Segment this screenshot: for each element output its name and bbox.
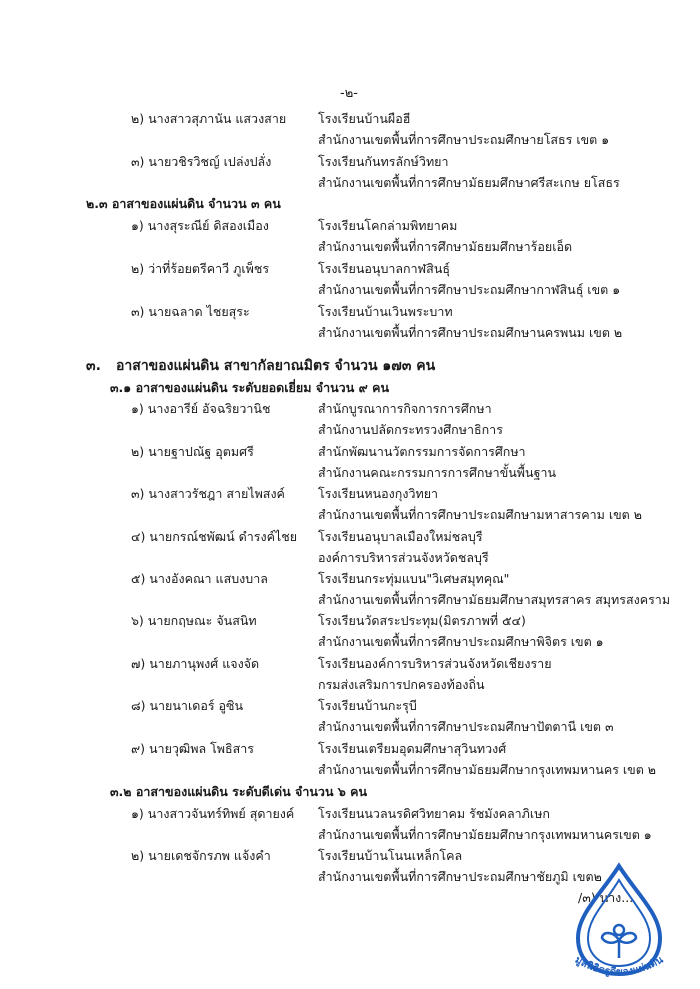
entry-school: โรงเรียนโคกล่ามพิทยาคม bbox=[318, 218, 458, 233]
entry-office: สำนักงานเขตพื้นที่การศึกษาประถมศึกษาพิจิตร เขต ๑ bbox=[318, 634, 604, 649]
logo-text: มูลนิธิครูดีของแผ่นดิน bbox=[572, 954, 666, 979]
entry-school: โรงเรียนบ้านโนนเหล็กโคล bbox=[318, 848, 463, 863]
subsection-heading: ๓.๒ อาสาของแผ่นดิน ระดับดีเด่น จำนวน ๖ คน bbox=[110, 784, 368, 799]
entry-office: สำนักงานเขตพื้นที่การศึกษามัธยมศึกษาศรีสะเกษ ยโสธร bbox=[318, 175, 620, 190]
entry-name: ๑) นางอารีย์ อัจฉริยวานิช bbox=[131, 401, 271, 416]
foundation-logo bbox=[556, 860, 682, 984]
entry-office: องค์การบริหารส่วนจังหวัดชลบุรี bbox=[318, 550, 489, 565]
entry-name: ๖) นายกฤษณะ จันสนิท bbox=[131, 613, 257, 628]
main-section-heading bbox=[86, 355, 435, 377]
entry-name: ๒) นางสาวสุภานัน แสวงสาย bbox=[131, 111, 287, 126]
entry-office: สำนักงานเขตพื้นที่การศึกษาประถมศึกษามหาสารคาม เขต ๒ bbox=[318, 507, 642, 522]
entry-school: โรงเรียนบ้านเวินพระบาท bbox=[318, 304, 453, 319]
entry-name: ๔) นายกรณ์ชพัฒน์ ดำรงค์ไชย bbox=[131, 529, 298, 544]
entry-school: โรงเรียนหนองกุงวิทยา bbox=[318, 486, 439, 501]
entry-school: โรงเรียนวัดสระประทุม(มิตรภาพที่ ๕๔) bbox=[318, 613, 526, 628]
entry-office: สำนักงานเขตพื้นที่การศึกษาประถมศึกษาชัยภูมิ เขต๒ bbox=[318, 869, 602, 884]
entry-school: โรงเรียนบ้านผือฮี bbox=[318, 111, 411, 126]
section-title: อาสาของแผ่นดิน สาขากัลยาณมิตร จำนวน ๑๗๓ คน bbox=[116, 358, 436, 374]
entry-school: โรงเรียนอนุบาลเมืองใหม่ชลบุรี bbox=[318, 529, 483, 544]
entry-office: สำนักงานเขตพื้นที่การศึกษาประถมศึกษานครพนม เขต ๒ bbox=[318, 325, 623, 340]
entry-name: ๓) นางสาวรัชฎา สายไพสงค์ bbox=[131, 486, 285, 501]
entry-office: สำนักงานเขตพื้นที่การศึกษามัธยมศึกษากรุงเทพมหานครเขต ๑ bbox=[318, 827, 652, 842]
entry-office: สำนักงานเขตพื้นที่การศึกษามัธยมศึกษาร้อยเอ็ด bbox=[318, 239, 573, 254]
entry-school: โรงเรียนอนุบาลกาฬสินธุ์ bbox=[318, 261, 450, 276]
entry-school: สำนักบูรณาการกิจการการศึกษา bbox=[318, 401, 492, 416]
entry-office: สำนักงานเขตพื้นที่การศึกษาประถมศึกษากาฬสินธุ์ เขต ๑ bbox=[318, 282, 621, 297]
subsection-heading: ๓.๑ อาสาของแผ่นดิน ระดับยอดเยี่ยม จำนวน ๙ คน bbox=[110, 380, 390, 395]
entry-office: กรมส่งเสริมการปกครองท้องถิ่น bbox=[318, 677, 485, 692]
entry-name: ๓) นายฉลาด ไชยสุระ bbox=[131, 304, 250, 319]
entry-name: ๒) นายเดชจักรภพ แจ้งคำ bbox=[131, 848, 271, 863]
entry-name: ๘) นายนาเดอร์ อูซิน bbox=[131, 698, 244, 713]
entry-name: ๒) นายฐาปณัฐ อุตมศรี bbox=[131, 444, 254, 459]
entry-school: โรงเรียนองค์การบริหารส่วนจังหวัดเชียงราย bbox=[318, 656, 552, 671]
entry-office: สำนักงานเขตพื้นที่การศึกษามัธยมศึกษากรุงเทพมหานคร เขต ๒ bbox=[318, 762, 657, 777]
entry-name: ๑) นางสุระณีย์ ดิสองเมือง bbox=[131, 218, 269, 233]
entry-office: สำนักงานปลัดกระทรวงศึกษาธิการ bbox=[318, 422, 503, 437]
entry-name: ๙) นายวุฒิพล โพธิสาร bbox=[131, 741, 255, 756]
entry-name: ๗) นายภานุพงศ์ แจงจัด bbox=[131, 656, 260, 671]
entry-name: ๓) นายวชิรวิชญ์ เปล่งปลั่ง bbox=[131, 154, 272, 169]
entry-office: สำนักงานคณะกรรมการการศึกษาขั้นพื้นฐาน bbox=[318, 465, 557, 480]
entry-school: โรงเรียนเตรียมอุดมศึกษาสุวินทวงศ์ bbox=[318, 741, 507, 756]
entry-school: สำนักพัฒนานวัตกรรมการจัดการศึกษา bbox=[318, 444, 526, 459]
entry-office: สำนักงานเขตพื้นที่การศึกษามัธยมศึกษาสมุทรสาคร สมุทรสงคราม bbox=[318, 592, 671, 607]
section-number: ๓. bbox=[86, 358, 101, 374]
entry-school: โรงเรียนกระทุ่มแบน"วิเศษสมุทคุณ" bbox=[318, 571, 510, 586]
entry-school: โรงเรียนนวลนรดิศวิทยาคม รัชมังคลาภิเษก bbox=[318, 806, 551, 821]
sprout-icon bbox=[602, 925, 636, 958]
entry-name: ๑) นางสาวจันทร์ทิพย์ สุดายงค์ bbox=[131, 806, 295, 821]
entry-school: โรงเรียนกันทรลักษ์วิทยา bbox=[318, 154, 449, 169]
continuation-marker: /๓) นาง... bbox=[578, 890, 634, 905]
entry-name: ๒) ว่าที่ร้อยตรีคาวี ภูเพ็ชร bbox=[131, 261, 270, 276]
entry-office: สำนักงานเขตพื้นที่การศึกษาประถมศึกษายโสธร เขต ๑ bbox=[318, 132, 610, 147]
entry-school: โรงเรียนบ้านกะรุบี bbox=[318, 698, 417, 713]
page-number: -๒- bbox=[340, 86, 358, 101]
entry-name: ๕) นางอังคณา แสบงบาล bbox=[131, 571, 268, 586]
section-heading: ๒.๓ อาสาของแผ่นดิน จำนวน ๓ คน bbox=[86, 196, 281, 211]
entry-office: สำนักงานเขตพื้นที่การศึกษาประถมศึกษาปัตตานี เขต ๓ bbox=[318, 719, 614, 734]
